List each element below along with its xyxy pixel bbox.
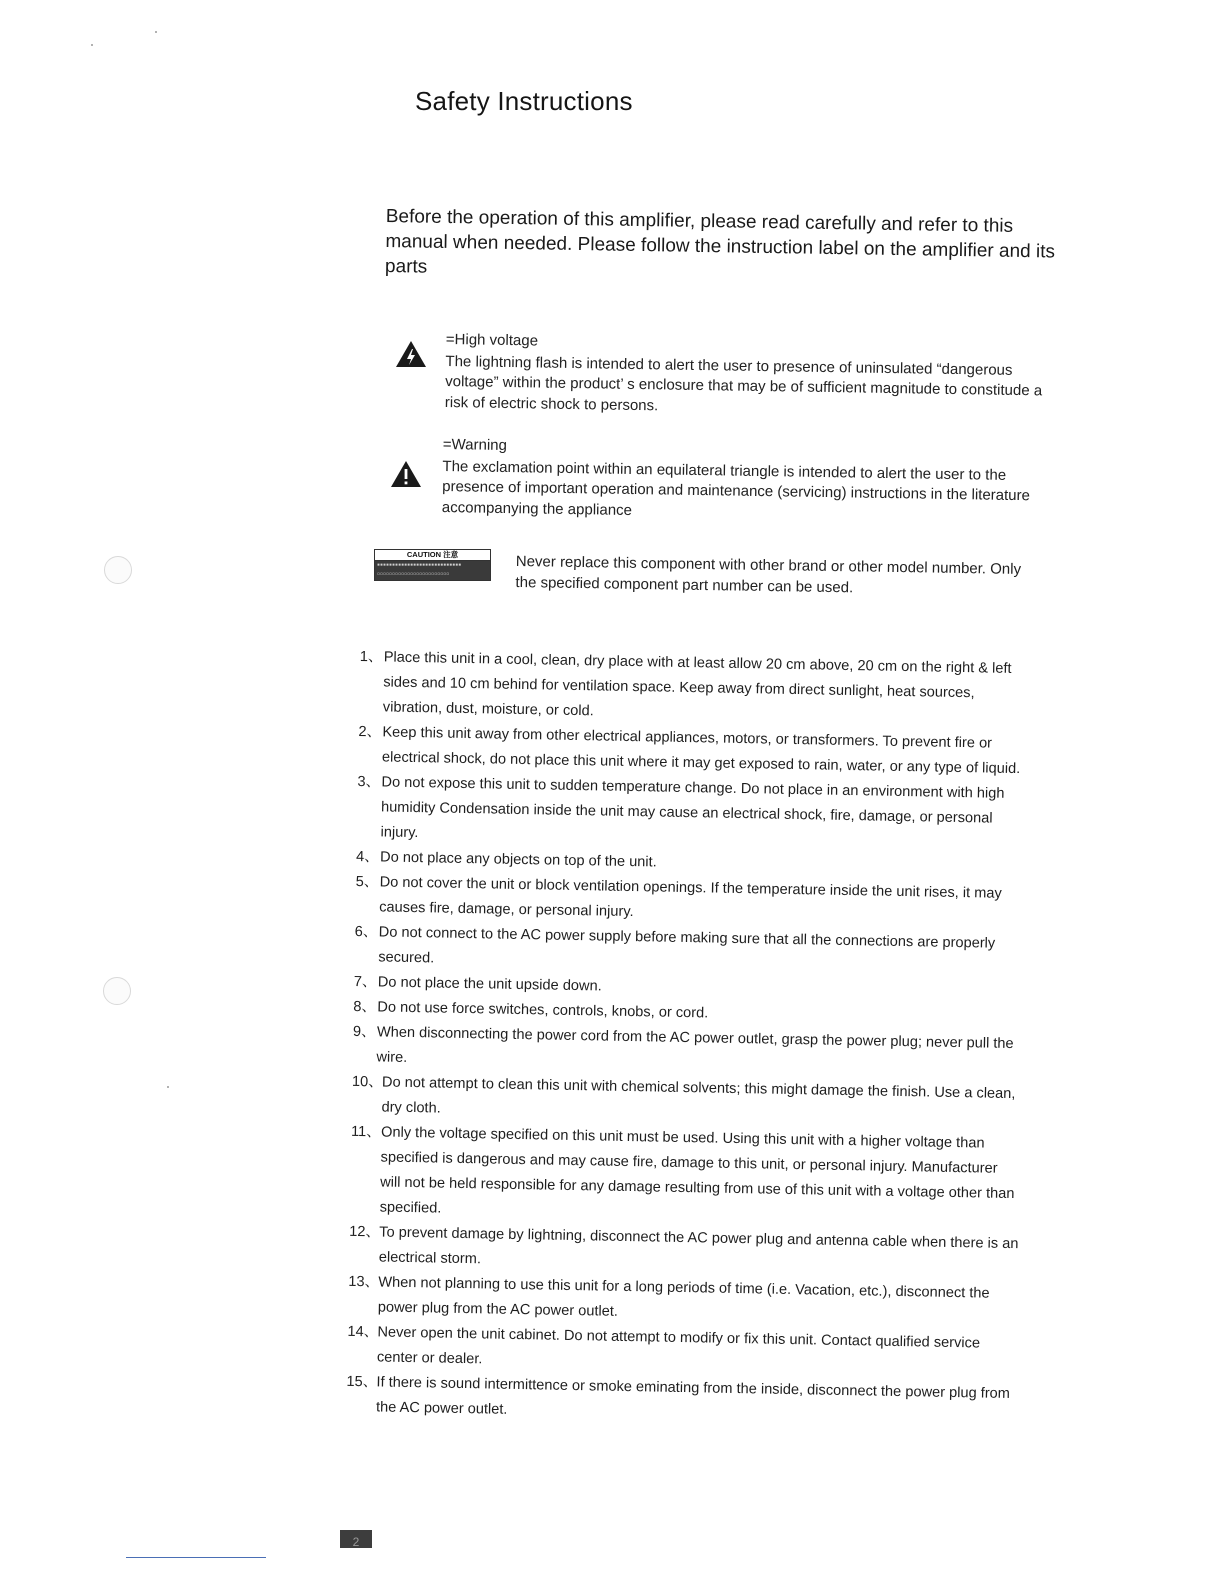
item-text: Do not cover the unit or block ventilation openings. If the temperature inside the unit rises, it may causes fire, damage, or personal injury.	[379, 874, 1002, 921]
item-number: 7、	[353, 973, 377, 991]
item-text: If there is sound intermittence or smoke eminating from the inside, disconnect the power plug from the AC power outlet.	[375, 1374, 1011, 1418]
intro-paragraph: Before the operation of this amplifier, please read carefully and refer to this manual when needed. Please follow the instruction label on the amplifier and its parts	[384, 205, 1056, 278]
exclamation-triangle-icon	[390, 460, 422, 488]
list-item	[349, 1120, 1021, 1232]
page-number: 2	[340, 1530, 372, 1548]
caution-label-title: CAUTION 注意	[375, 550, 490, 561]
item-text: Do not expose this unit to sudden temperature change. Do not place in an environment with high humidity Condensation inside the unit may cause an electrical shock, fire, damage, or personal injury.	[380, 774, 1005, 842]
item-text: Keep this unit away from other electrical appliances, motors, or transformers. To prevent fire or electrical shock, do not place this unit where it may get exposed to rain, water, or any type of liquid.	[381, 724, 1021, 778]
scan-speck	[91, 44, 93, 46]
item-number: 13、	[348, 1273, 380, 1291]
high-voltage-heading: =High voltage	[445, 330, 539, 350]
item-text: Do not place the unit upside down.	[377, 974, 602, 995]
instruction-list	[346, 645, 1030, 1432]
page-title: Safety Instructions	[415, 86, 633, 116]
item-text: To prevent damage by lightning, disconnect the AC power plug and antenna cable when there is an electrical storm.	[378, 1224, 1019, 1268]
list-item	[356, 770, 1027, 857]
caution-label-fine-print: ▪▪▪▪▪▪▪▪▪▪▪▪▪▪▪▪▪▪▪▪▪▪▪▪▪▪▪▪ ▫▫▫▫▫▫▫▫▫▫▫▫▫▫▫▫▫▫▫▫▫▫▫▫	[375, 561, 490, 580]
warning-heading: =Warning	[442, 435, 508, 455]
caution-text: Never replace this component with other brand or other model number. Only the specified component part number can be used.	[515, 552, 1022, 597]
item-number: 15、	[346, 1373, 378, 1391]
item-text: Do not use force switches, controls, knobs, or cord.	[377, 999, 709, 1022]
punch-hole	[103, 977, 131, 1005]
item-text: Only the voltage specified on this unit must be used. Using this unit with a higher voltage than specified is dangerous and may cause fire, damage to this unit, or personal injury. Manufacturer will not be held responsible for any damage resulting from use of this unit with a voltage other than specified.	[379, 1124, 1015, 1217]
item-number: 14、	[347, 1323, 379, 1341]
item-text: Do not connect to the AC power supply before making sure that all the connections are properly secured.	[378, 924, 996, 967]
item-number: 12、	[349, 1223, 381, 1241]
item-text: When disconnecting the power cord from the AC power outlet, grasp the power plug; never pull the wire.	[376, 1024, 1014, 1066]
item-number: 4、	[355, 848, 379, 866]
item-number: 10、	[351, 1073, 383, 1091]
scan-speck	[167, 1086, 169, 1088]
lightning-triangle-icon	[395, 340, 427, 368]
high-voltage-note	[445, 330, 1056, 423]
bottom-rule	[126, 1557, 266, 1558]
item-number: 6、	[354, 923, 378, 941]
item-number: 1、	[359, 648, 383, 666]
item-text: Never open the unit cabinet. Do not attempt to modify or fix this unit. Contact qualified service center or dealer.	[376, 1324, 981, 1368]
item-number: 2、	[358, 723, 382, 741]
item-text: Do not place any objects on top of the unit.	[379, 849, 657, 871]
caution-label-image	[374, 549, 491, 581]
warning-text: The exclamation point within an equilateral triangle is intended to alert the user to the presence of important operation and maintenance (servicing) instructions in the literature accompanying the appliance	[441, 457, 1031, 519]
item-number: 9、	[352, 1023, 376, 1041]
warning-note	[442, 435, 1043, 527]
item-number: 8、	[353, 998, 377, 1016]
item-number: 5、	[355, 873, 379, 891]
item-text: Place this unit in a cool, clean, dry place with at least allow 20 cm above, 20 cm on the right & left sides and 10 cm behind for ventilation space. Keep away from direct sunlight, heat sources, vibration, dust, moisture, or cold.	[382, 649, 1012, 720]
item-text: Do not attempt to clean this unit with chemical solvents; this might damage the finish. Use a clean, dry cloth.	[381, 1074, 1016, 1117]
high-voltage-text: The lightning flash is intended to alert the user to presence of uninsulated “dangerous voltage” within the product’ s enclosure that may be of sufficient magnitude to constitude a risk of electric shock to persons.	[444, 352, 1043, 414]
list-item	[359, 645, 1030, 732]
item-number: 11、	[350, 1123, 381, 1141]
punch-hole	[104, 556, 132, 584]
item-text: When not planning to use this unit for a long periods of time (i.e. Vacation, etc.), disconnect the power plug from the AC power outlet.	[377, 1274, 990, 1320]
scan-speck	[155, 31, 157, 33]
item-number: 3、	[357, 773, 381, 791]
